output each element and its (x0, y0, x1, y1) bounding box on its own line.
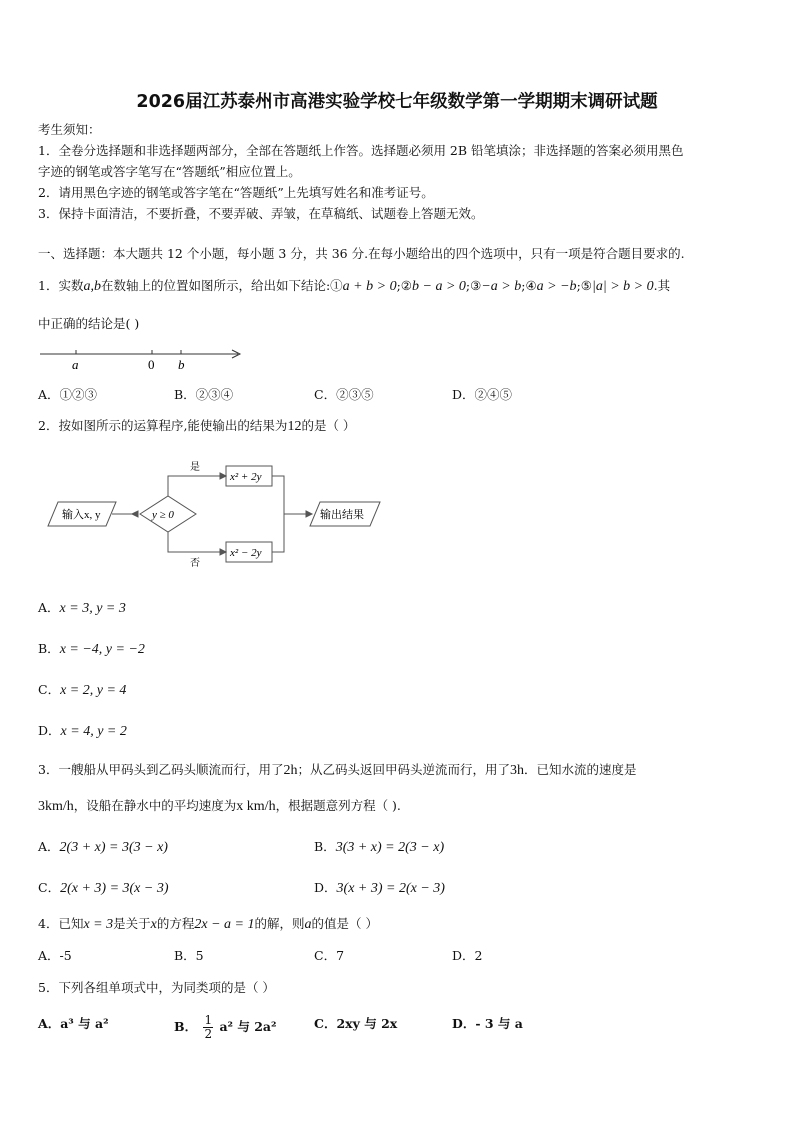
flowchart (44, 448, 384, 573)
question-1-line-1 (38, 276, 670, 295)
flow-no-branch (168, 532, 220, 552)
notice-item-3: 3．保持卡面清洁，不要折叠，不要弄破、弄皱，在草稿纸、试题卷上答题无效。 (38, 206, 484, 221)
q3-option-b-value: 3(3 + x) = 2(3 − x) (335, 840, 445, 855)
q4-post: 的值是（ ） (311, 916, 378, 931)
q3-option-d (314, 878, 445, 897)
q4-var-x: x (150, 917, 157, 932)
q4-mid-1: 是关于 (113, 916, 151, 931)
q1-conclusion-3: −a > b (481, 279, 522, 294)
q1-pre: 1．实数 (38, 278, 84, 293)
q1-sep-2: ;② (396, 278, 412, 293)
q3-option-a-label: A． (38, 839, 60, 854)
notice-heading: 考生须知： (38, 122, 101, 137)
q5-option-b-rest: a² 与 2a² (219, 1019, 277, 1034)
flow-input-label: 输入x, y (62, 509, 101, 521)
q4-equation: 2x − a = 1 (194, 917, 255, 932)
q1-option-b: B．②③④ (174, 387, 234, 402)
q3-option-b (314, 837, 444, 856)
fraction-one-half (203, 1014, 213, 1041)
number-line (38, 342, 248, 372)
fraction-numerator: 1 (204, 1013, 213, 1027)
q2-option-c-label: C． (38, 682, 61, 697)
q3-mid: ；从乙码头返回甲码头逆流而行，用了 (297, 762, 510, 777)
q3-x-unit: x km/h (236, 799, 276, 814)
q4-option-d: D．2 (452, 948, 483, 963)
q2-option-d-label: D． (38, 723, 61, 738)
question-3-line-1 (38, 760, 637, 779)
question-2 (38, 416, 355, 435)
q3-option-d-label: D． (314, 880, 337, 895)
q3-pre: 3．一艘船从甲码头到乙码头顺流而行，用了 (38, 762, 284, 777)
q4-option-c: C．7 (314, 948, 345, 963)
q5-option-b (174, 1014, 277, 1041)
q3-option-a (38, 837, 168, 856)
q5-option-a: A．a³ 与 a² (38, 1016, 109, 1031)
q1-sep-3: ;③ (465, 278, 482, 293)
q4-option-a: A．-5 (38, 948, 72, 963)
q3-speed: 3km/h (38, 799, 74, 814)
q4-pre: 4．已知 (38, 916, 84, 931)
label-a: a (72, 357, 79, 372)
q1-mid: 在数轴上的位置如图所示，给出如下结论:① (100, 278, 343, 293)
q4-var-a: a (304, 917, 312, 932)
question-4 (38, 914, 378, 933)
flow-output-label: 输出结果 (320, 509, 364, 521)
q2-option-b (38, 639, 145, 658)
q1-conclusion-1: a + b > 0 (342, 279, 397, 294)
q3-line-2-post: ，根据题意列方程（ ). (275, 798, 401, 813)
q1-vars: a,b (83, 279, 101, 294)
q3-post: ．已知水流的速度是 (523, 762, 637, 777)
q4-option-b: B．5 (174, 948, 204, 963)
notice-item-1-line-1: 1．全卷分选择题和非选择题两部分，全部在答题纸上作答。选择题必须用 2B 铅笔填涂；非选择题的答案必须用黑色 (38, 143, 684, 158)
q3-time-2: 3h (509, 763, 524, 778)
q1-tail: .其 (653, 278, 671, 293)
q3-time-1: 2h (283, 763, 298, 778)
q5-option-d: D．- 3 与 a (452, 1016, 523, 1031)
q1-conclusion-5-rest: > b > 0 (606, 279, 654, 294)
q3-option-c-value: 2(x + 3) = 3(x − 3) (60, 881, 169, 896)
q4-condition: x = 3 (83, 917, 114, 932)
flow-condition-label: y ≥ 0 (152, 509, 174, 521)
q2-option-a-value: x = 3, y = 3 (59, 601, 126, 616)
q3-option-a-value: 2(3 + x) = 3(3 − x) (59, 840, 168, 855)
q1-sep-4: ;④ (521, 278, 537, 293)
label-b: b (178, 357, 185, 372)
q1-conclusion-4: a > −b (536, 279, 577, 294)
q2-pre: 2．按如图所示的运算程序,能使输出的结果为 (38, 418, 288, 433)
flow-top-expr: x² + 2y (230, 471, 262, 483)
notice-item-1-line-2: 字迹的钢笔或答字笔写在“答题纸”相应位置上。 (38, 164, 301, 179)
q3-option-d-value: 3(x + 3) = 2(x − 3) (336, 881, 445, 896)
flow-bottom-expr: x² − 2y (230, 547, 262, 559)
question-3-line-2 (38, 796, 401, 815)
q3-option-c (38, 878, 169, 897)
q3-option-b-label: B． (314, 839, 336, 854)
q2-option-c-value: x = 2, y = 4 (60, 683, 127, 698)
q2-post: 的是（ ） (301, 418, 356, 433)
q1-option-a: A．①②③ (38, 387, 98, 402)
q4-mid-2: 的方程 (156, 916, 195, 931)
q1-conclusion-5-abs: |a| (591, 279, 607, 294)
q1-sep-5: ;⑤ (576, 278, 592, 293)
flow-yes-label: 是 (190, 462, 200, 473)
fraction-denominator: 2 (204, 1027, 213, 1041)
q2-option-b-label: B． (38, 641, 60, 656)
q1-conclusion-2: b − a > 0 (412, 279, 466, 294)
q1-option-d: D．②④⑤ (452, 387, 513, 402)
q4-mid-3: 的解，则 (254, 916, 305, 931)
flow-merge (272, 476, 284, 552)
q2-option-d-value: x = 4, y = 2 (60, 724, 127, 739)
question-1-line-2: 中正确的结论是( ) (38, 316, 140, 331)
section-heading: 一、选择题：本大题共 12 个小题，每小题 3 分，共 36 分.在每小题给出的四个选项中，只有一项是符合题目要求的. (38, 246, 685, 261)
question-5: 5．下列各组单项式中，为同类项的是（ ） (38, 980, 275, 995)
label-zero: 0 (148, 357, 155, 372)
flow-yes-branch (168, 476, 220, 496)
q2-option-a (38, 598, 126, 617)
q1-option-c: C．②③⑤ (314, 387, 374, 402)
q5-option-b-label: B． (174, 1019, 198, 1034)
q2-number: 12 (287, 419, 302, 434)
q2-option-a-label: A． (38, 600, 60, 615)
q2-option-d (38, 721, 127, 740)
q3-option-c-label: C． (38, 880, 61, 895)
q5-option-c: C．2xy 与 2x (314, 1016, 398, 1031)
page-title: 2026届江苏泰州市高港实验学校七年级数学第一学期期末调研试题 (136, 92, 658, 112)
q3-line-2-mid: ，设船在静水中的平均速度为 (73, 798, 237, 813)
flow-no-label: 否 (190, 558, 200, 569)
notice-item-2: 2．请用黑色字迹的钢笔或答字笔在“答题纸”上先填写姓名和准考证号。 (38, 185, 434, 200)
q2-option-c (38, 680, 126, 699)
q2-option-b-value: x = −4, y = −2 (59, 642, 145, 657)
